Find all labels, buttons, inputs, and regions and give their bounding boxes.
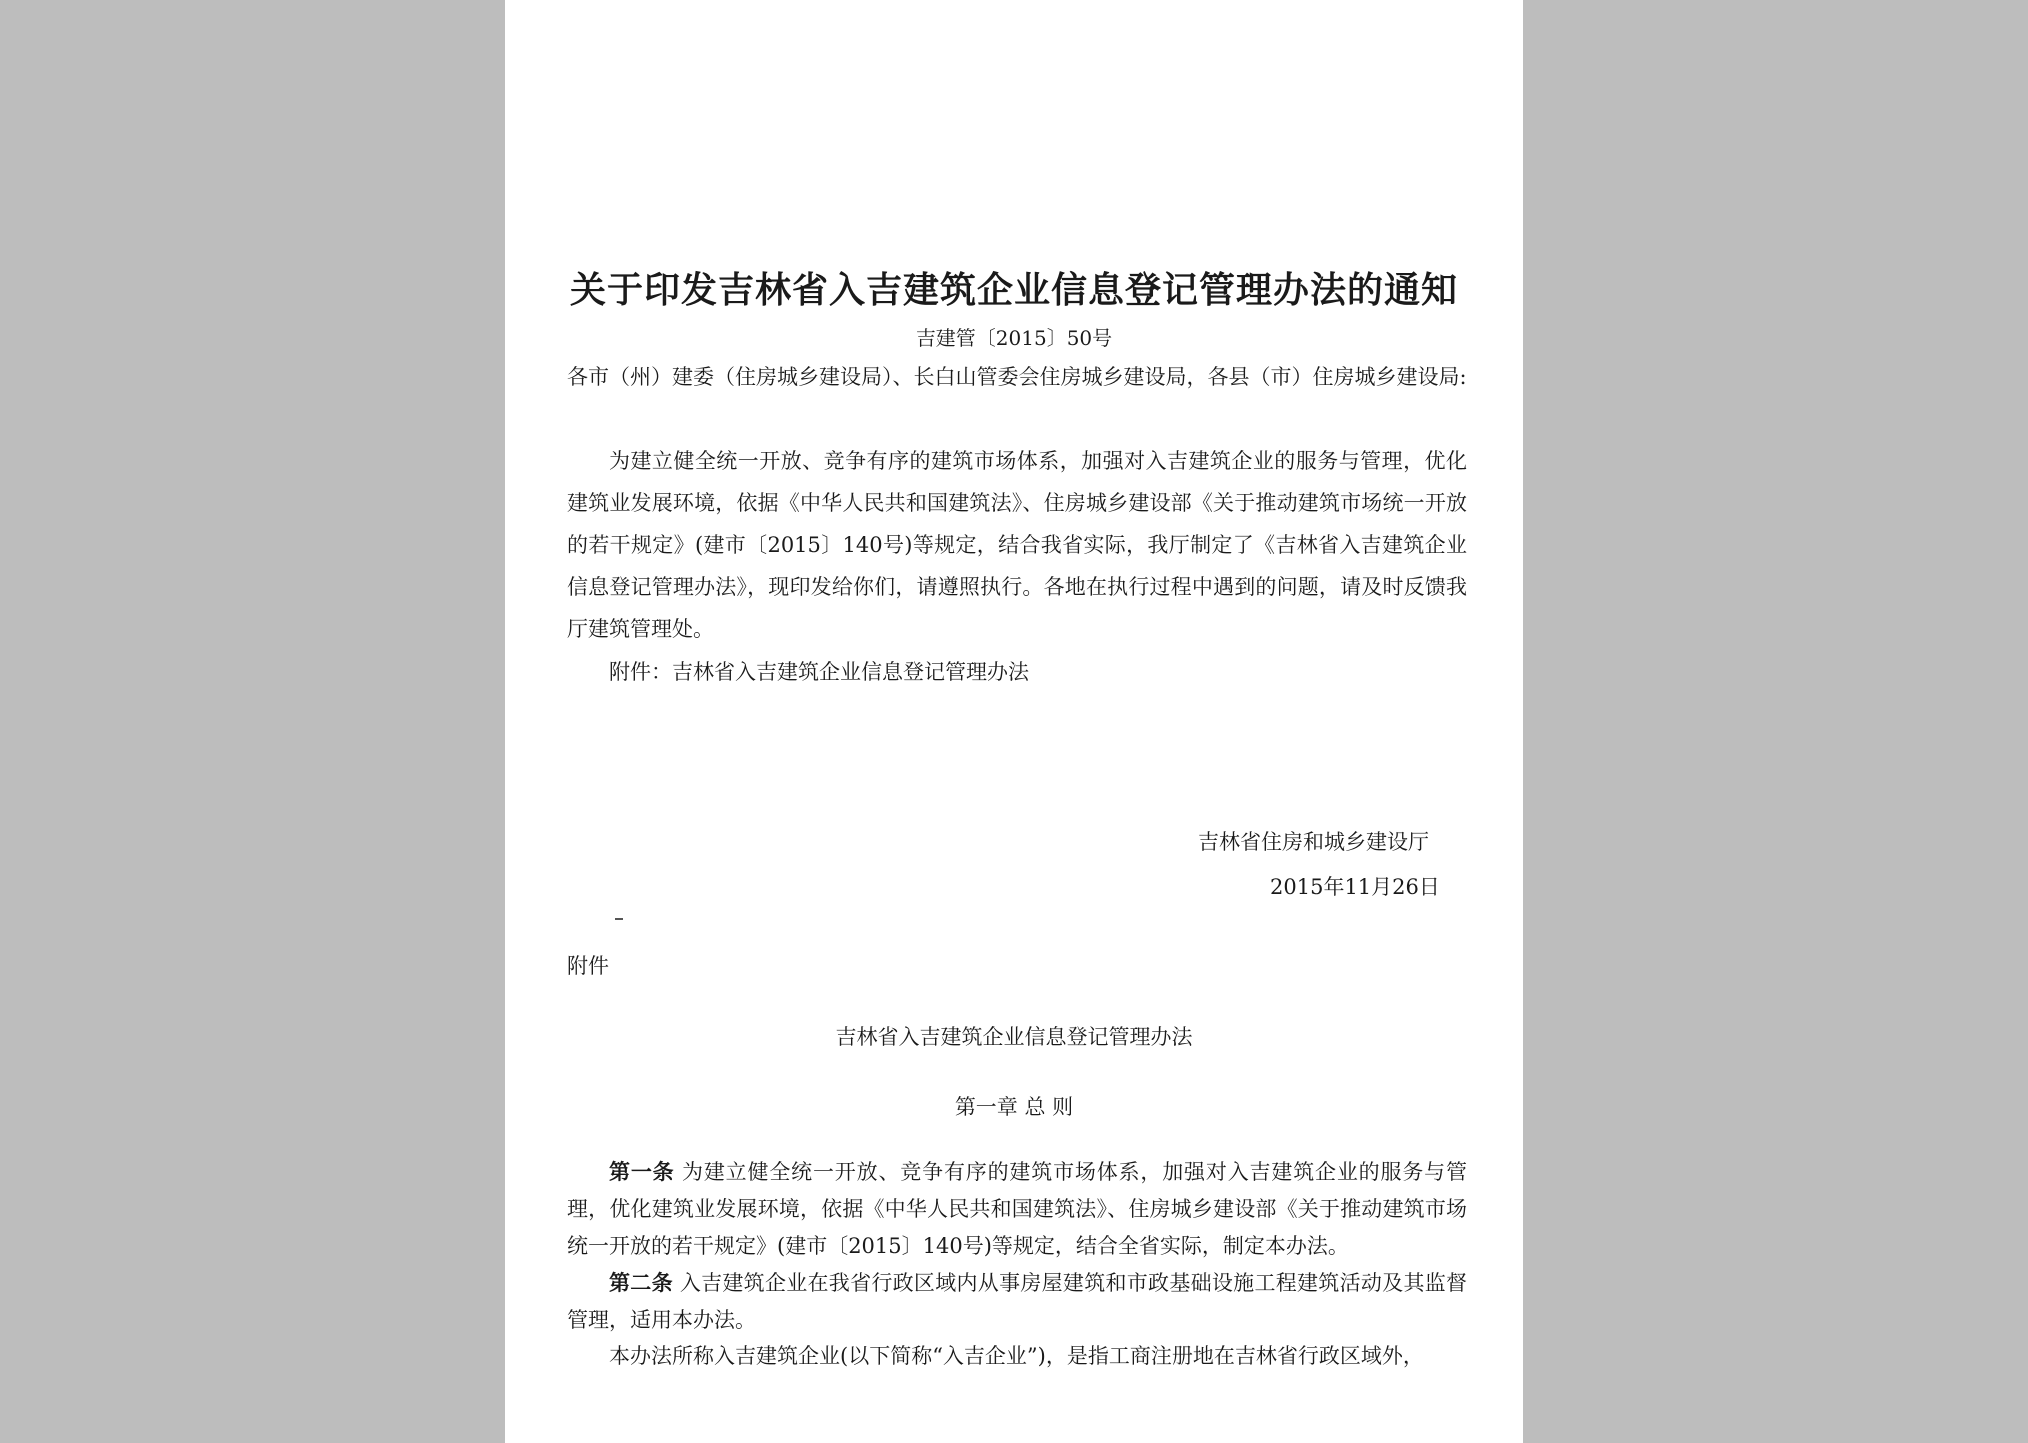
notice-paragraph: 为建立健全统一开放、竞争有序的建筑市场体系，加强对入吉建筑企业的服务与管理，优化建筑业发展环境，依据《中华人民共和国建筑法》、住房城乡建设部《关于推动建筑市场统一开放的若干规定》(建市〔2015〕140号)等规定，结合我省实际，我厅制定了《吉林省入吉建筑企业信息登记管理办法》，现印发给你们，请遵照执行。各地在执行过程中遇到的问题，请及时反馈我厅建筑管理处。 bbox=[567, 449, 1467, 641]
attachment-line: 附件：吉林省入吉建筑企业信息登记管理办法 bbox=[609, 660, 1029, 684]
document-number: 吉建管〔2015〕50号 bbox=[915, 326, 1113, 350]
addressee: 各市（州）建委（住房城乡建设局）、长白山管委会住房城乡建设局，各县（市）住房城乡建设局: bbox=[567, 365, 1467, 389]
stray-mark bbox=[615, 918, 623, 920]
article-1 bbox=[567, 1153, 1467, 1265]
attachment-label: 附件 bbox=[567, 954, 609, 978]
issuer-signature: 吉林省住房和城乡建设厅 bbox=[1198, 830, 1429, 854]
article-2-continuation: 本办法所称入吉建筑企业(以下简称“入吉企业”)，是指工商注册地在吉林省行政区域外， bbox=[609, 1344, 1424, 1368]
article-1-text: 为建立健全统一开放、竞争有序的建筑市场体系，加强对入吉建筑企业的服务与管理，优化建筑业发展环境，依据《中华人民共和国建筑法》、住房城乡建设部《关于推动建筑市场统一开放的若干规定》(建市〔2015〕140号)等规定，结合全省实际，制定本办法。 bbox=[567, 1160, 1467, 1258]
attachment-title: 吉林省入吉建筑企业信息登记管理办法 bbox=[835, 1025, 1193, 1049]
document-page bbox=[505, 0, 1523, 1443]
article-1-label: 第一条 bbox=[609, 1159, 675, 1184]
document-title: 关于印发吉林省入吉建筑企业信息登记管理办法的通知 bbox=[569, 269, 1458, 311]
article-2 bbox=[567, 1264, 1467, 1339]
issue-date: 2015年11月26日 bbox=[1270, 875, 1440, 899]
article-2-text: 入吉建筑企业在我省行政区域内从事房屋建筑和市政基础设施工程建筑活动及其监督管理，适用本办法。 bbox=[567, 1271, 1468, 1332]
article-2-label: 第二条 bbox=[609, 1270, 673, 1295]
chapter-title: 第一章 总 则 bbox=[954, 1095, 1074, 1119]
